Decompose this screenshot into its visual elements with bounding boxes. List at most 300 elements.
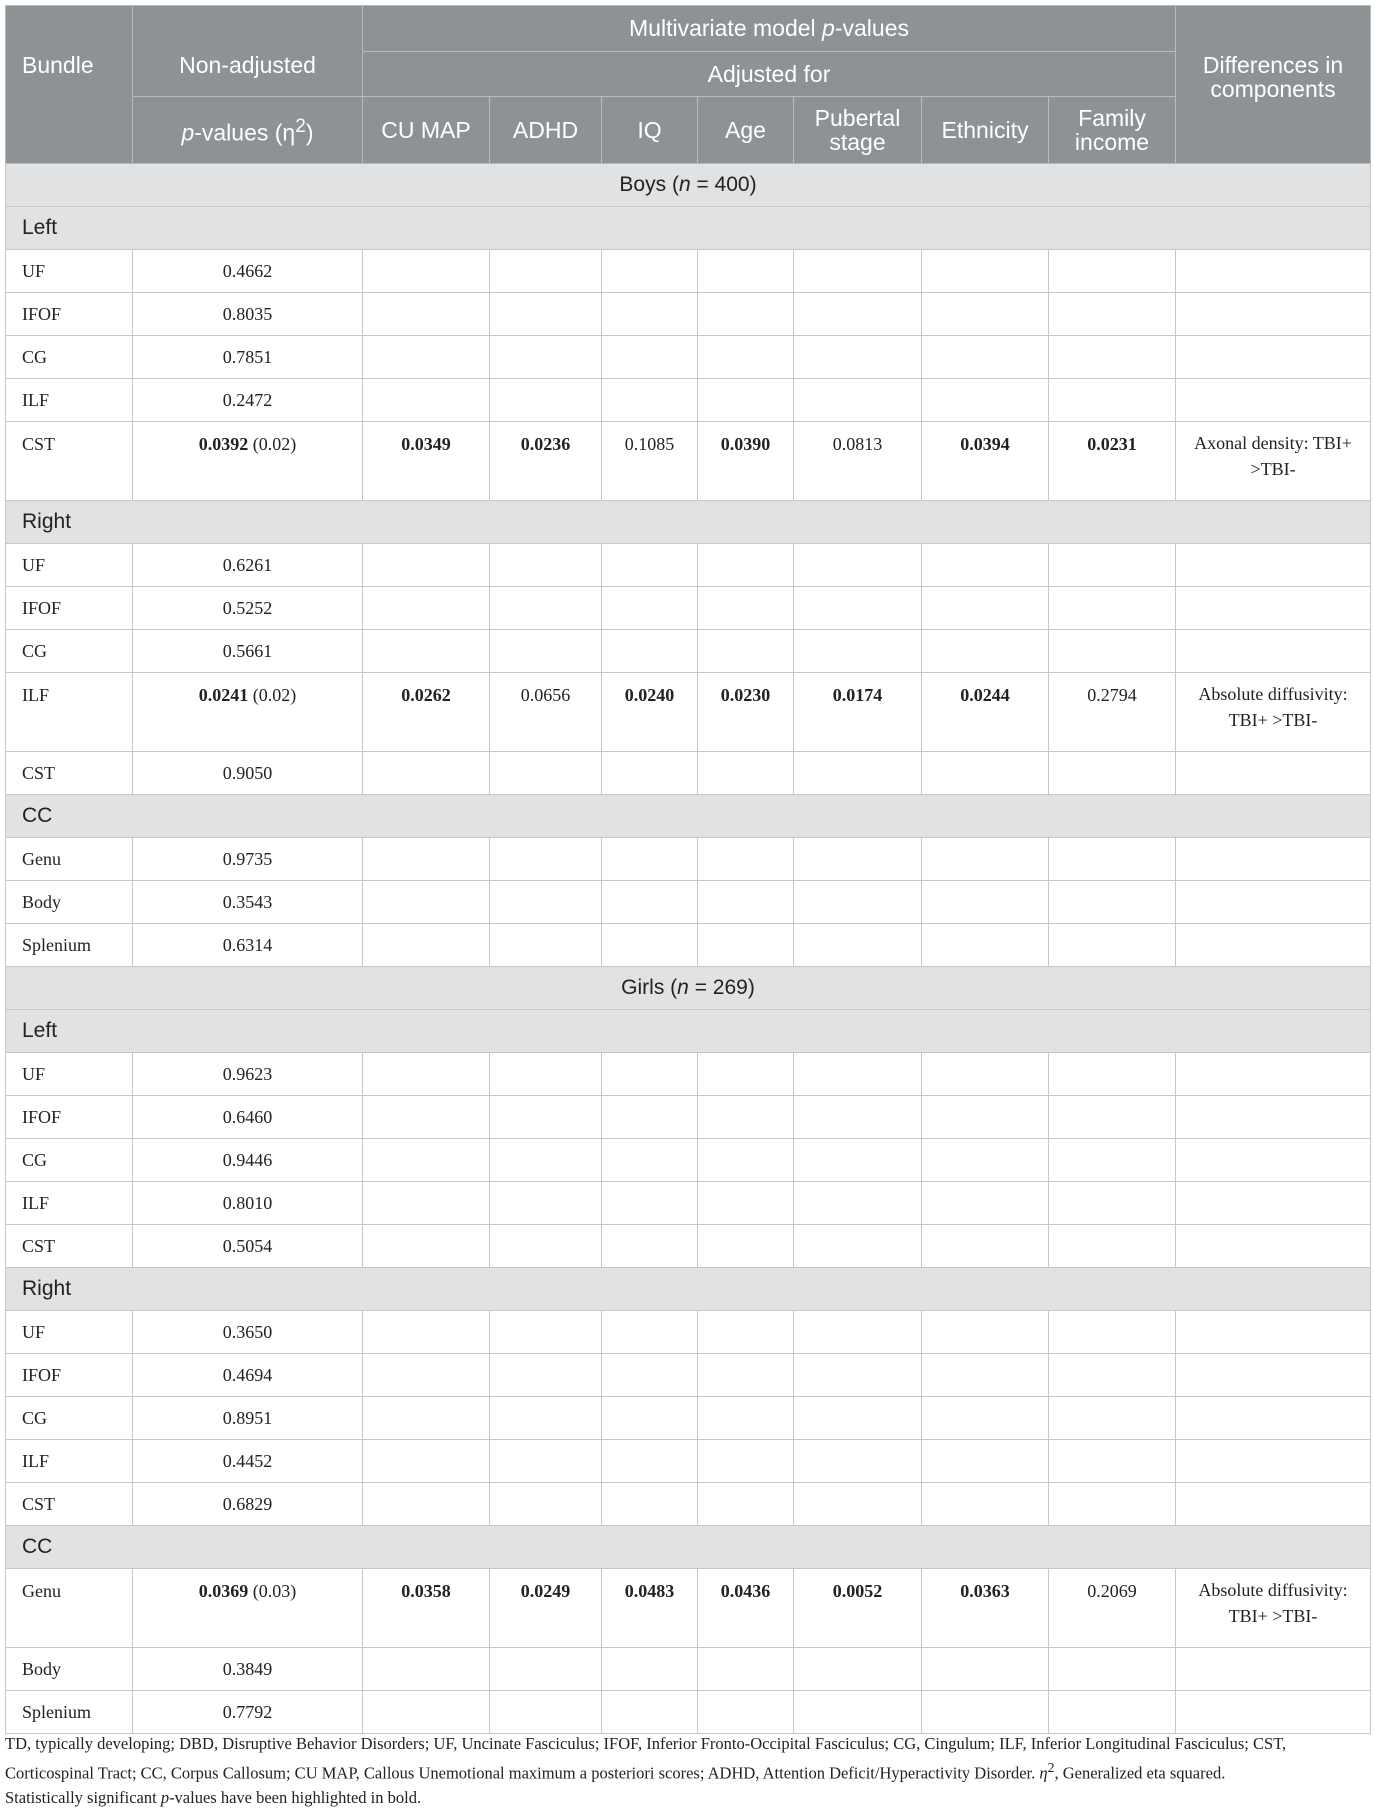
adjusted-p-cell	[363, 838, 490, 881]
header-covariate-label: IQ	[637, 117, 662, 143]
non-adjusted-cell	[133, 924, 363, 967]
adjusted-p-cell	[490, 1053, 602, 1096]
adjusted-p-cell	[698, 838, 794, 881]
adjusted-p-cell	[602, 838, 698, 881]
bundle-cell	[6, 587, 133, 630]
adjusted-p-cell	[602, 422, 698, 501]
non-adjusted-cell	[133, 752, 363, 795]
adjusted-p-value: 0.0813	[832, 434, 883, 454]
header-adjusted-for-label: Adjusted for	[707, 60, 831, 87]
bundle-label: CG	[22, 1407, 48, 1428]
section-header	[6, 501, 1371, 544]
adjusted-p-cell	[602, 379, 698, 422]
adjusted-p-value: 0.0249	[520, 1581, 571, 1601]
adjusted-p-cell	[922, 1354, 1049, 1397]
bundle-label: ILF	[22, 685, 49, 705]
adjusted-p-cell	[1049, 1139, 1176, 1182]
p-value: 0.8951	[222, 1407, 273, 1428]
eta-squared: (0.02)	[248, 434, 297, 454]
section-row	[6, 501, 1371, 544]
results-table	[5, 5, 1371, 1734]
bundle-cell	[6, 1225, 133, 1268]
table-row	[6, 673, 1371, 752]
table-row	[6, 1053, 1371, 1096]
bundle-label: Splenium	[22, 1701, 92, 1722]
adjusted-p-cell	[698, 881, 794, 924]
bundle-cell	[6, 1648, 133, 1691]
bundle-label: IFOF	[22, 303, 62, 324]
adjusted-p-value: 0.0240	[624, 685, 675, 705]
adjusted-p-cell	[363, 1139, 490, 1182]
adjusted-p-cell	[490, 1440, 602, 1483]
adjusted-p-cell	[363, 1311, 490, 1354]
adjusted-p-cell	[490, 838, 602, 881]
adjusted-p-cell	[922, 422, 1049, 501]
non-adjusted-cell	[133, 1440, 363, 1483]
adjusted-p-cell	[922, 1440, 1049, 1483]
adjusted-p-value: 0.0656	[520, 685, 571, 705]
adjusted-p-cell	[922, 250, 1049, 293]
bundle-cell	[6, 1440, 133, 1483]
adjusted-p-cell	[1049, 544, 1176, 587]
adjusted-p-cell	[1049, 336, 1176, 379]
differences-cell	[1176, 1225, 1371, 1268]
bundle-label: Genu	[22, 848, 61, 869]
p-value: 0.2472	[222, 389, 273, 410]
multivariate-title-pre: Multivariate model	[629, 15, 823, 42]
adjusted-p-cell	[363, 1483, 490, 1526]
group-header	[6, 164, 1371, 207]
non-adjusted-cell	[133, 422, 363, 501]
non-adjusted-cell	[133, 1354, 363, 1397]
adjusted-p-cell	[794, 838, 922, 881]
bundle-label: IFOF	[22, 597, 62, 618]
adjusted-p-cell	[922, 1397, 1049, 1440]
adjusted-p-cell	[922, 1182, 1049, 1225]
adjusted-p-cell	[794, 1440, 922, 1483]
p-value: 0.7792	[222, 1701, 273, 1722]
header-covariate	[922, 97, 1049, 164]
adjusted-p-value: 0.0483	[624, 1581, 675, 1601]
bundle-label: Body	[22, 1658, 62, 1679]
adjusted-p-cell	[794, 1483, 922, 1526]
adjusted-p-cell	[602, 587, 698, 630]
differences-text: Absolute diffusivity: TBI+ >TBI-	[1198, 1580, 1348, 1626]
adjusted-p-cell	[698, 1096, 794, 1139]
non-adjusted-cell	[133, 838, 363, 881]
adjusted-p-cell	[490, 1311, 602, 1354]
bundle-label: CST	[22, 434, 56, 454]
differences-cell	[1176, 838, 1371, 881]
adjusted-p-cell	[922, 1569, 1049, 1648]
adjusted-p-cell	[922, 1139, 1049, 1182]
footnote-significance-post: -values have been highlighted in bold.	[169, 1787, 422, 1807]
adjusted-p-cell	[1049, 1440, 1176, 1483]
adjusted-p-cell	[363, 587, 490, 630]
section-label: CC	[22, 804, 53, 827]
group-label-pre: Boys (	[619, 173, 679, 196]
adjusted-p-cell	[363, 293, 490, 336]
p-value: 0.3650	[222, 1321, 273, 1342]
bundle-cell	[6, 881, 133, 924]
non-adjusted-cell	[133, 673, 363, 752]
adjusted-p-cell	[602, 293, 698, 336]
adjusted-p-cell	[794, 924, 922, 967]
adjusted-p-cell	[794, 1691, 922, 1734]
adjusted-p-cell	[602, 1691, 698, 1734]
table-row	[6, 336, 1371, 379]
header-multivariate	[363, 6, 1176, 52]
table-row	[6, 1225, 1371, 1268]
section-header	[6, 207, 1371, 250]
differences-cell	[1176, 881, 1371, 924]
adjusted-p-cell	[1049, 422, 1176, 501]
adjusted-p-value: 0.0394	[960, 434, 1010, 454]
adjusted-p-cell	[363, 1225, 490, 1268]
differences-cell	[1176, 336, 1371, 379]
differences-cell	[1176, 673, 1371, 752]
bundle-label: UF	[22, 554, 46, 575]
footnote-eta-sup: 2	[1047, 1760, 1055, 1775]
table-row	[6, 1139, 1371, 1182]
adjusted-p-cell	[490, 673, 602, 752]
bundle-cell	[6, 250, 133, 293]
section-label: Right	[22, 1277, 72, 1300]
non-adjusted-cell	[133, 1225, 363, 1268]
p-value: 0.9446	[222, 1149, 273, 1170]
p-value: 0.6314	[222, 934, 273, 955]
header-differences-label: Differences in components	[1202, 52, 1344, 102]
adjusted-p-cell	[794, 1648, 922, 1691]
results-table-container	[5, 5, 1370, 1734]
differences-cell	[1176, 752, 1371, 795]
adjusted-p-value: 0.2069	[1087, 1581, 1137, 1601]
adjusted-p-cell	[602, 752, 698, 795]
differences-cell	[1176, 1053, 1371, 1096]
table-row	[6, 1691, 1371, 1734]
adjusted-p-cell	[698, 293, 794, 336]
adjusted-p-cell	[490, 630, 602, 673]
pvalues-close: )	[305, 119, 314, 146]
header-differences	[1176, 6, 1371, 164]
adjusted-p-cell	[1049, 630, 1176, 673]
adjusted-p-cell	[490, 544, 602, 587]
adjusted-p-value: 0.0236	[520, 434, 571, 454]
adjusted-p-value: 0.2794	[1087, 685, 1137, 705]
table-row	[6, 544, 1371, 587]
adjusted-p-cell	[363, 1691, 490, 1734]
table-footnote	[5, 1732, 1370, 1810]
adjusted-p-cell	[698, 1053, 794, 1096]
p-value: 0.6829	[222, 1493, 273, 1514]
non-adjusted-cell	[133, 1139, 363, 1182]
adjusted-p-cell	[698, 673, 794, 752]
p-value: 0.6460	[222, 1106, 273, 1127]
differences-text: Absolute diffusivity: TBI+ >TBI-	[1198, 684, 1348, 730]
adjusted-p-cell	[794, 1397, 922, 1440]
adjusted-p-cell	[602, 1096, 698, 1139]
bundle-label: UF	[22, 1321, 46, 1342]
adjusted-p-cell	[602, 1182, 698, 1225]
adjusted-p-cell	[698, 1691, 794, 1734]
table-row	[6, 630, 1371, 673]
adjusted-p-cell	[490, 250, 602, 293]
adjusted-p-cell	[602, 336, 698, 379]
adjusted-p-cell	[1049, 1569, 1176, 1648]
header-non-adjusted	[133, 6, 363, 97]
table-row	[6, 1440, 1371, 1483]
non-adjusted-cell	[133, 1397, 363, 1440]
adjusted-p-cell	[698, 752, 794, 795]
adjusted-p-cell	[922, 336, 1049, 379]
adjusted-p-cell	[698, 336, 794, 379]
differences-cell	[1176, 1139, 1371, 1182]
differences-cell	[1176, 1354, 1371, 1397]
group-label-post: = 400)	[690, 173, 757, 196]
adjusted-p-cell	[794, 1569, 922, 1648]
adjusted-p-cell	[602, 1053, 698, 1096]
adjusted-p-value: 0.0390	[720, 434, 771, 454]
bundle-label: UF	[22, 1063, 46, 1084]
header-covariate	[698, 97, 794, 164]
table-row	[6, 1311, 1371, 1354]
adjusted-p-cell	[602, 673, 698, 752]
bundle-label: UF	[22, 260, 46, 281]
adjusted-p-cell	[490, 293, 602, 336]
table-row	[6, 752, 1371, 795]
differences-cell	[1176, 1182, 1371, 1225]
adjusted-p-cell	[1049, 1311, 1176, 1354]
adjusted-p-cell	[363, 1397, 490, 1440]
adjusted-p-cell	[490, 1096, 602, 1139]
adjusted-p-cell	[1049, 587, 1176, 630]
adjusted-p-cell	[490, 1225, 602, 1268]
adjusted-p-cell	[922, 838, 1049, 881]
table-row	[6, 250, 1371, 293]
adjusted-p-cell	[602, 924, 698, 967]
adjusted-p-cell	[602, 1225, 698, 1268]
adjusted-p-cell	[363, 1354, 490, 1397]
header-covariate-label: CU MAP	[381, 117, 471, 143]
bundle-label: Genu	[22, 1581, 61, 1601]
adjusted-p-cell	[922, 924, 1049, 967]
bundle-label: ILF	[22, 1192, 49, 1213]
bundle-cell	[6, 924, 133, 967]
adjusted-p-value: 0.0436	[720, 1581, 771, 1601]
adjusted-p-cell	[363, 752, 490, 795]
table-row	[6, 379, 1371, 422]
adjusted-p-cell	[490, 587, 602, 630]
footnote-significance-pre: Statistically significant	[5, 1787, 161, 1807]
bundle-cell	[6, 293, 133, 336]
adjusted-p-cell	[922, 587, 1049, 630]
table-body	[6, 164, 1371, 1734]
adjusted-p-cell	[602, 250, 698, 293]
adjusted-p-cell	[363, 1053, 490, 1096]
adjusted-p-cell	[794, 881, 922, 924]
p-value: 0.7851	[222, 346, 273, 367]
differences-text: Axonal density: TBI+ >TBI-	[1194, 433, 1352, 479]
adjusted-p-cell	[363, 924, 490, 967]
adjusted-p-cell	[794, 752, 922, 795]
bundle-cell	[6, 336, 133, 379]
differences-cell	[1176, 587, 1371, 630]
bundle-label: CG	[22, 346, 48, 367]
section-row	[6, 1526, 1371, 1569]
differences-cell	[1176, 544, 1371, 587]
section-label: CC	[22, 1535, 53, 1558]
group-n-label: n	[677, 976, 689, 999]
adjusted-p-cell	[922, 630, 1049, 673]
eta-squared: (0.02)	[248, 685, 297, 705]
adjusted-p-cell	[922, 293, 1049, 336]
adjusted-p-cell	[922, 752, 1049, 795]
header-covariate-label: Pubertal stage	[814, 105, 901, 155]
p-value: 0.4452	[222, 1450, 273, 1471]
footnote-eta-symbol: η	[1039, 1763, 1048, 1783]
adjusted-p-cell	[363, 379, 490, 422]
adjusted-p-cell	[698, 1569, 794, 1648]
table-row	[6, 422, 1371, 501]
differences-cell	[1176, 630, 1371, 673]
adjusted-p-cell	[698, 422, 794, 501]
differences-cell	[1176, 1096, 1371, 1139]
adjusted-p-cell	[602, 1311, 698, 1354]
bundle-cell	[6, 544, 133, 587]
section-row	[6, 207, 1371, 250]
section-header	[6, 1010, 1371, 1053]
table-row	[6, 924, 1371, 967]
adjusted-p-value: 0.0230	[720, 685, 771, 705]
adjusted-p-cell	[698, 1182, 794, 1225]
adjusted-p-cell	[602, 630, 698, 673]
footnote-significance-p: p	[160, 1787, 170, 1807]
adjusted-p-cell	[602, 544, 698, 587]
adjusted-p-cell	[363, 1182, 490, 1225]
adjusted-p-cell	[698, 1483, 794, 1526]
adjusted-p-cell	[602, 881, 698, 924]
bundle-label: CG	[22, 1149, 48, 1170]
adjusted-p-cell	[922, 1096, 1049, 1139]
adjusted-p-cell	[490, 924, 602, 967]
adjusted-p-cell	[490, 1691, 602, 1734]
adjusted-p-value: 0.0052	[832, 1581, 883, 1601]
adjusted-p-cell	[363, 250, 490, 293]
adjusted-p-value: 0.0244	[960, 685, 1010, 705]
section-row	[6, 795, 1371, 838]
adjusted-p-cell	[1049, 1225, 1176, 1268]
header-covariate	[490, 97, 602, 164]
header-covariate-label: Ethnicity	[941, 117, 1029, 143]
adjusted-p-cell	[794, 293, 922, 336]
adjusted-p-cell	[698, 1354, 794, 1397]
differences-cell	[1176, 1691, 1371, 1734]
adjusted-p-cell	[794, 587, 922, 630]
bundle-cell	[6, 1691, 133, 1734]
p-value: 0.5661	[222, 640, 273, 661]
p-value: 0.6261	[222, 554, 273, 575]
adjusted-p-cell	[794, 379, 922, 422]
bundle-cell	[6, 1311, 133, 1354]
differences-cell	[1176, 1311, 1371, 1354]
p-value: 0.5252	[222, 597, 273, 618]
header-covariate-label: Age	[725, 117, 766, 143]
adjusted-p-cell	[363, 336, 490, 379]
pvalues-rest: -values (η	[194, 119, 296, 146]
non-adjusted-cell	[133, 336, 363, 379]
adjusted-p-cell	[490, 881, 602, 924]
table-row	[6, 293, 1371, 336]
adjusted-p-cell	[922, 1053, 1049, 1096]
multivariate-title-p: p	[822, 15, 835, 42]
adjusted-p-cell	[698, 587, 794, 630]
bundle-label: Body	[22, 891, 62, 912]
adjusted-p-cell	[490, 1354, 602, 1397]
footnote-abbreviations: TD, typically developing; DBD, Disruptive Behavior Disorders; UF, Uncinate Fasciculus; IFOF, Inferior Fronto-Occipital Fasciculus; CG, Cingulum; ILF, Inferior Longitudinal Fasciculus; CST, Corticospinal Tract; CC, Corpus Callosum; CU MAP, Callous Unemotional maximum a posteriori scores; ADHD, Attention Deficit/Hyperactivity Disorder.	[5, 1734, 1287, 1783]
adjusted-p-cell	[1049, 1354, 1176, 1397]
adjusted-p-cell	[363, 422, 490, 501]
bundle-label: ILF	[22, 1450, 49, 1471]
adjusted-p-cell	[363, 544, 490, 587]
adjusted-p-cell	[602, 1648, 698, 1691]
section-header	[6, 1268, 1371, 1311]
pvalues-sup: 2	[295, 116, 306, 138]
bundle-cell	[6, 752, 133, 795]
adjusted-p-value: 0.1085	[624, 434, 675, 454]
p-value: 0.0369	[198, 1581, 249, 1601]
bundle-label: CG	[22, 640, 48, 661]
header-covariate	[602, 97, 698, 164]
header-covariate-label: Family income	[1074, 105, 1150, 155]
adjusted-p-cell	[1049, 250, 1176, 293]
adjusted-p-cell	[794, 250, 922, 293]
non-adjusted-cell	[133, 1182, 363, 1225]
p-value: 0.8035	[222, 303, 273, 324]
adjusted-p-cell	[698, 630, 794, 673]
adjusted-p-cell	[794, 1139, 922, 1182]
adjusted-p-cell	[490, 1397, 602, 1440]
header-covariate-label: ADHD	[512, 117, 579, 143]
differences-cell	[1176, 1397, 1371, 1440]
adjusted-p-cell	[490, 1483, 602, 1526]
group-row	[6, 967, 1371, 1010]
non-adjusted-cell	[133, 250, 363, 293]
adjusted-p-cell	[1049, 1648, 1176, 1691]
p-value: 0.9735	[222, 848, 273, 869]
section-row	[6, 1268, 1371, 1311]
adjusted-p-cell	[490, 1569, 602, 1648]
table-row	[6, 1648, 1371, 1691]
differences-cell	[1176, 379, 1371, 422]
non-adjusted-cell	[133, 1569, 363, 1648]
adjusted-p-cell	[698, 1648, 794, 1691]
adjusted-p-cell	[1049, 1397, 1176, 1440]
adjusted-p-cell	[698, 544, 794, 587]
adjusted-p-cell	[1049, 752, 1176, 795]
p-value: 0.3849	[222, 1658, 273, 1679]
adjusted-p-cell	[794, 544, 922, 587]
adjusted-p-cell	[363, 1648, 490, 1691]
non-adjusted-cell	[133, 1483, 363, 1526]
adjusted-p-cell	[922, 1483, 1049, 1526]
adjusted-p-value: 0.0174	[832, 685, 883, 705]
adjusted-p-cell	[1049, 924, 1176, 967]
adjusted-p-cell	[363, 1440, 490, 1483]
table-row	[6, 1397, 1371, 1440]
eta-squared: (0.03)	[248, 1581, 297, 1601]
non-adjusted-cell	[133, 379, 363, 422]
adjusted-p-cell	[922, 379, 1049, 422]
